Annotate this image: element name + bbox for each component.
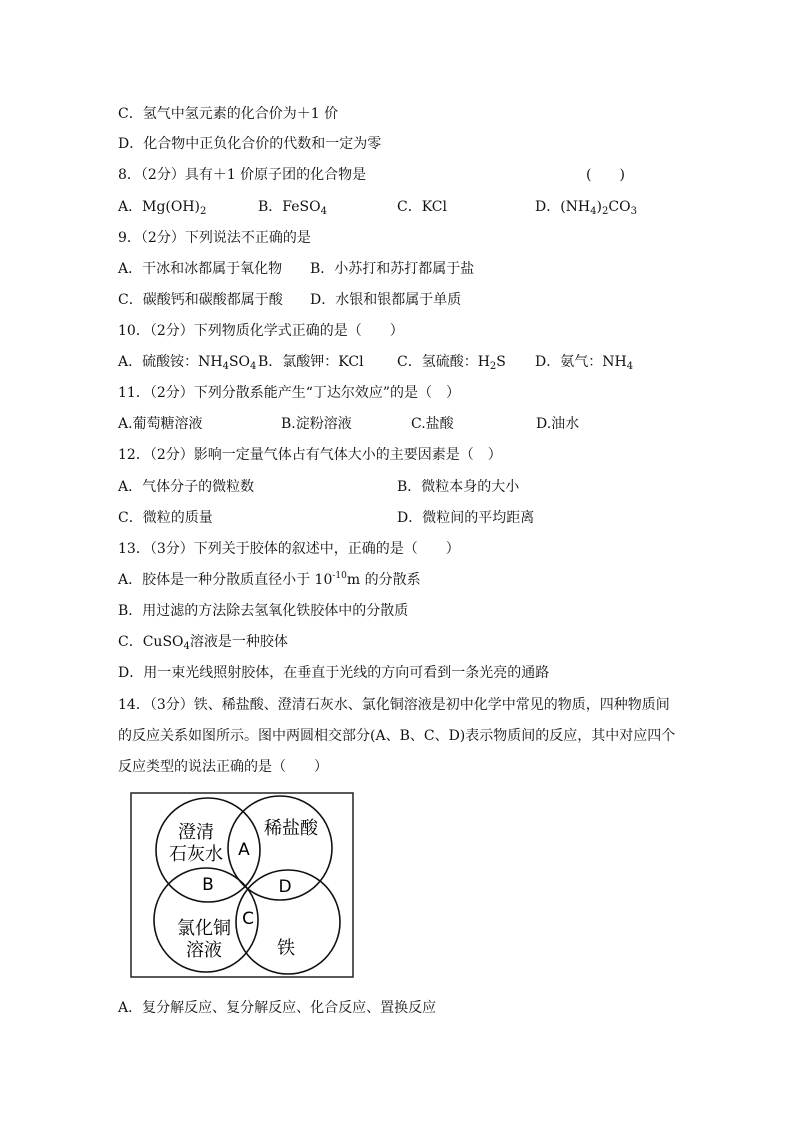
q12-option-c: C．微粒的质量 (118, 510, 213, 526)
q10-option-a: A．硫酸铵：$NH_4SO_4$ (118, 354, 257, 372)
question-9: 9．（2分）下列说法不正确的是 (118, 230, 311, 246)
q13-option-a: A．胶体是一种分散质直径小于 $10^{-10}m$ 的分散系 (118, 571, 421, 588)
venn-diagram (130, 792, 354, 978)
question-14-line-1: 14．（3分）铁、稀盐酸、澄清石灰水、氯化铜溶液是初中化学中常见的物质，四种物质间 (118, 697, 670, 713)
q11-option-a: A.葡萄糖溶液 (118, 416, 203, 432)
question-10: 10．（2分）下列物质化学式正确的是（ ） (118, 323, 404, 339)
q9-option-b: B．小苏打和苏打都属于盐 (310, 261, 475, 277)
q8-option-b: B．FeSO$_4$ (258, 199, 327, 217)
label-reaction-a: A (238, 840, 250, 860)
q10-option-b: B．氯酸钾：KCl (258, 354, 364, 370)
q11-option-d: D.油水 (536, 416, 580, 432)
question-11: 11．（2分）下列分散系能产生“丁达尔效应”的是（ ） (118, 385, 461, 401)
q14-option-a: A．复分解反应、复分解反应、化合反应、置换反应 (118, 1000, 437, 1016)
question-14-line-2: 的反应关系如图所示。图中两圆相交部分(A、B、C、D)表示物质间的反应，其中对应四个 (118, 728, 676, 744)
question-13: 13．（3分）下列关于胶体的叙述中，正确的是（ ） (118, 541, 460, 557)
label-reaction-d: D (278, 877, 292, 897)
label-reaction-b: B (202, 875, 214, 895)
label-iron: 铁 (277, 938, 295, 959)
q8-option-a: A．$Mg(OH)_2$ (118, 199, 207, 217)
q12-option-d: D．微粒间的平均距离 (397, 510, 535, 526)
question-14-line-3: 反应类型的说法正确的是（ ） (118, 759, 328, 775)
line-option-7d: D．化合物中正负化合价的代数和一定为零 (118, 136, 382, 152)
q13-option-b: B．用过滤的方法除去氢氧化铁胶体中的分散质 (118, 603, 409, 619)
question-8-paren: ( ) (586, 167, 625, 183)
q10-option-c: C．氢硫酸：$H_2S$ (397, 354, 506, 372)
question-12: 12．（2分）影响一定量气体占有气体大小的主要因素是（ ） (118, 447, 502, 463)
label-lime-water-1: 澄清 (178, 822, 214, 843)
label-copper-chloride-2: 溶液 (186, 940, 222, 961)
q8-option-d: D．$(NH_4)_2CO_3$ (535, 199, 637, 217)
label-copper-chloride-1: 氯化铜 (177, 918, 231, 939)
q9-option-d: D．水银和银都属于单质 (310, 292, 462, 308)
label-lime-water-2: 石灰水 (169, 844, 223, 865)
q10-option-d: D．氨气：$NH_4$ (535, 354, 634, 372)
q8-option-c: C．KCl (397, 199, 447, 215)
q13-option-c: C．CuSO$_4$溶液是一种胶体 (118, 634, 288, 652)
question-8: 8．（2分）具有＋1 价原子团的化合物是 (118, 167, 367, 183)
q13-option-d: D．用一束光线照射胶体，在垂直于光线的方向可看到一条光亮的通路 (118, 665, 550, 681)
q9-option-a: A．干冰和冰都属于氧化物 (118, 261, 283, 277)
q11-option-c: C.盐酸 (411, 416, 454, 432)
line-option-7c: C．氢气中氢元素的化合价为＋1 价 (118, 106, 339, 122)
q12-option-b: B．微粒本身的大小 (397, 479, 520, 495)
q12-option-a: A．气体分子的微粒数 (118, 479, 255, 495)
label-hydrochloric-acid: 稀盐酸 (264, 818, 318, 839)
q9-option-c: C．碳酸钙和碳酸都属于酸 (118, 292, 283, 308)
q11-option-b: B.淀粉溶液 (281, 416, 352, 432)
label-reaction-c: C (242, 909, 254, 929)
